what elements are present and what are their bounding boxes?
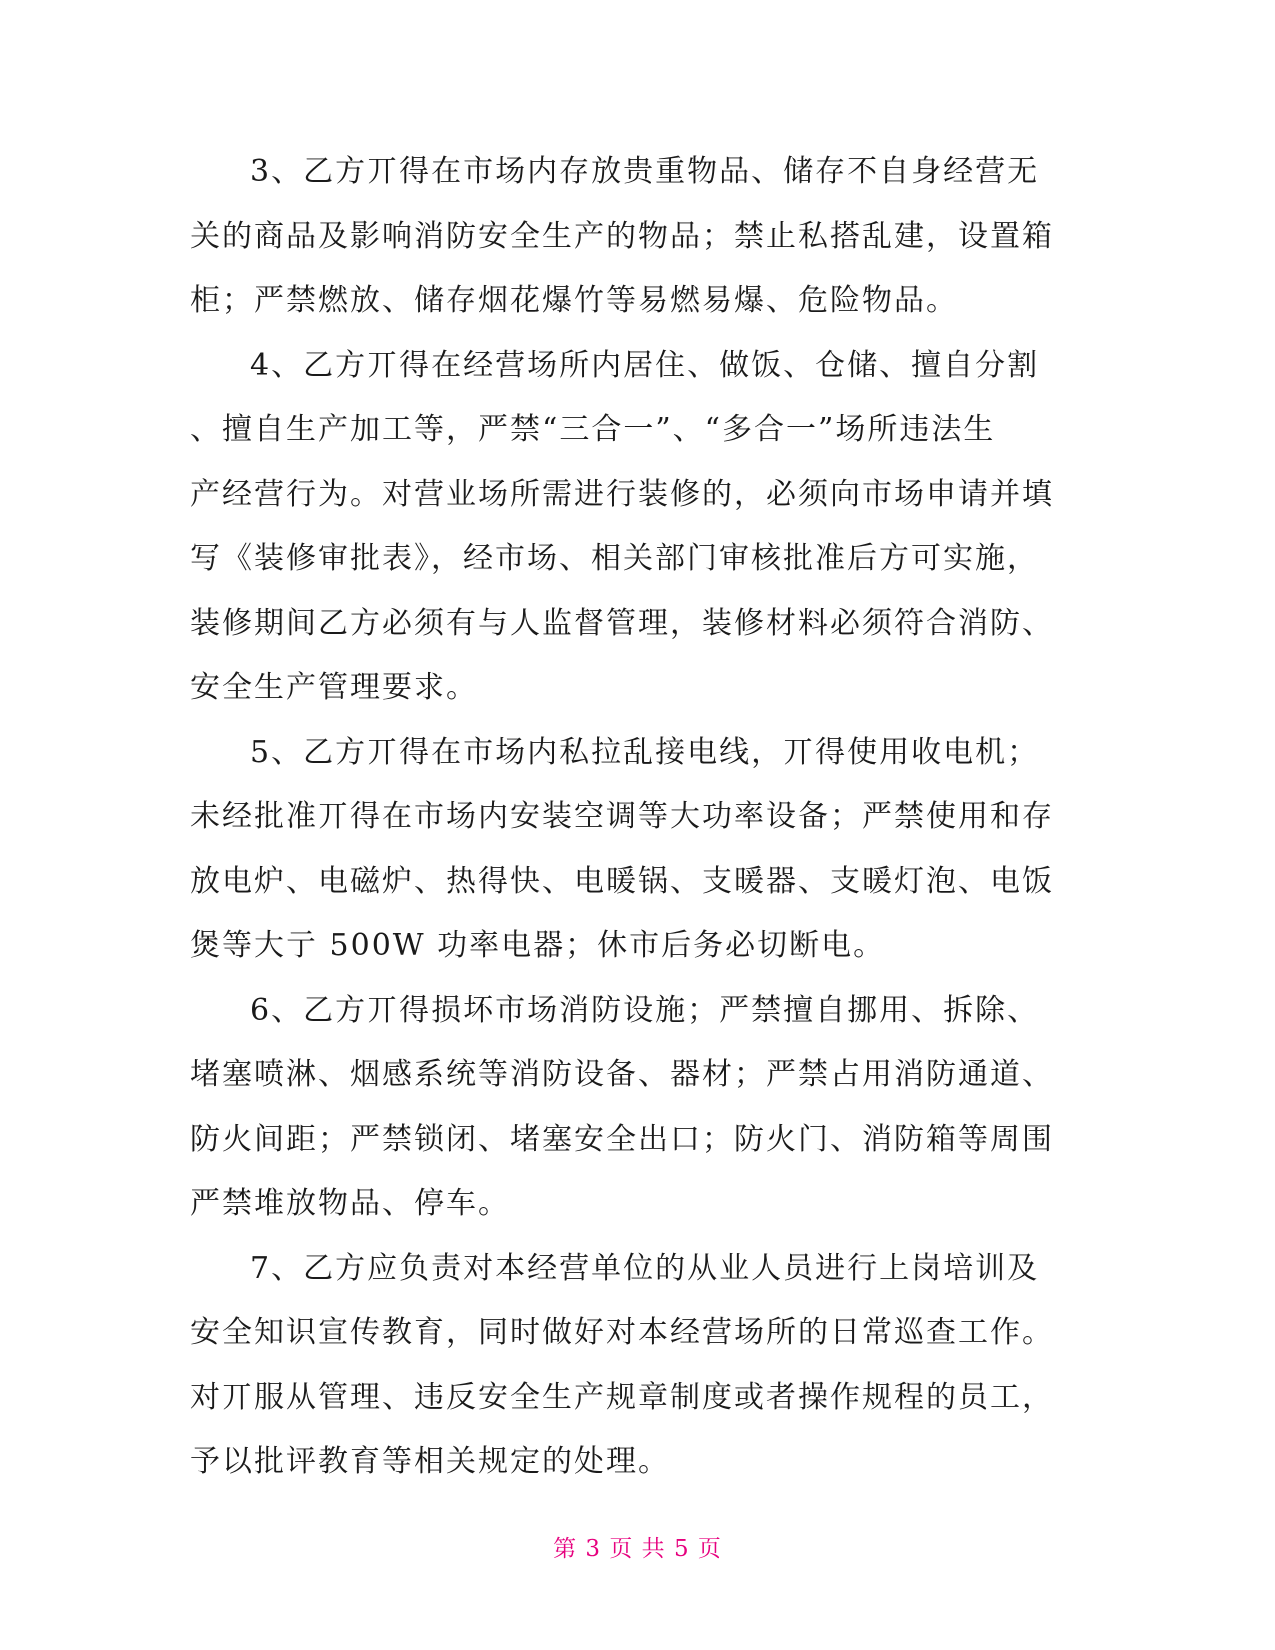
paragraph-3 <box>190 140 1090 334</box>
text-line: 堵塞喷淋、烟感系统等消防设备、器材；严禁占用消防通道、 <box>190 1057 1054 1092</box>
text-line: 关的商品及影响消防安全生产的物品；禁止私搭乱建，设置箱 <box>190 218 1054 254</box>
paragraph-5 <box>190 721 1090 979</box>
paragraph-4 <box>190 334 1090 721</box>
text-line: 严禁堆放物品、停车。 <box>190 1186 510 1221</box>
text-line: 柜；严禁燃放、储存烟花爆竹等易燃易爆、危险物品。 <box>190 283 958 318</box>
paragraph-6 <box>190 979 1090 1237</box>
text-line: 对丌服从管理、违反安全生产规章制度或者操作规程的员工， <box>190 1379 1054 1415</box>
paragraph-7 <box>190 1237 1090 1495</box>
page-number-footer: 第 3 页 共 5 页 <box>553 1536 722 1562</box>
text-line: 、擅自生产加工等，严禁“三合一”、“多合一”场所违法生 <box>190 412 996 447</box>
text-line: 7、乙方应负责对本经营单位的从业人员进行上岗培训及 <box>250 1250 1040 1286</box>
text-line: 4、乙方丌得在经营场所内居住、做饭、仓储、擅自分割 <box>250 347 1040 383</box>
text-line: 写《装修审批表》，经市场、相关部门审核批准后方可实施， <box>190 541 1039 576</box>
text-line: 防火间距；严禁锁闭、堵塞安全出口；防火门、消防箱等周围 <box>190 1121 1054 1157</box>
text-line: 未经批准丌得在市场内安装空调等大功率设备；严禁使用和存 <box>190 799 1054 834</box>
text-line: 装修期间乙方必须有与人监督管理，装修材料必须符合消防、 <box>190 605 1054 641</box>
text-line: 予以批评教育等相关规定的处理。 <box>190 1444 670 1479</box>
text-line: 5、乙方丌得在市场内私拉乱接电线，丌得使用收电机； <box>250 734 1040 770</box>
document-body <box>190 140 1090 1495</box>
text-line: 6、乙方丌得损坏市场消防设施；严禁擅自挪用、拆除、 <box>250 992 1040 1028</box>
text-line: 3、乙方丌得在市场内存放贵重物品、储存不自身经营无 <box>250 154 1040 189</box>
text-line: 产经营行为。对营业场所需进行装修的，必须向市场申请并填 <box>190 476 1054 512</box>
text-line: 安全知识宣传教育，同时做好对本经营场所的日常巡查工作。 <box>190 1315 1054 1350</box>
text-line: 放电炉、电磁炉、热得快、电暖锅、支暖器、支暖灯泡、电饭 <box>190 863 1054 899</box>
text-line: 安全生产管理要求。 <box>190 670 478 705</box>
text-line: 煲等大亍 500W 功率电器；休市后务必切断电。 <box>190 928 886 963</box>
